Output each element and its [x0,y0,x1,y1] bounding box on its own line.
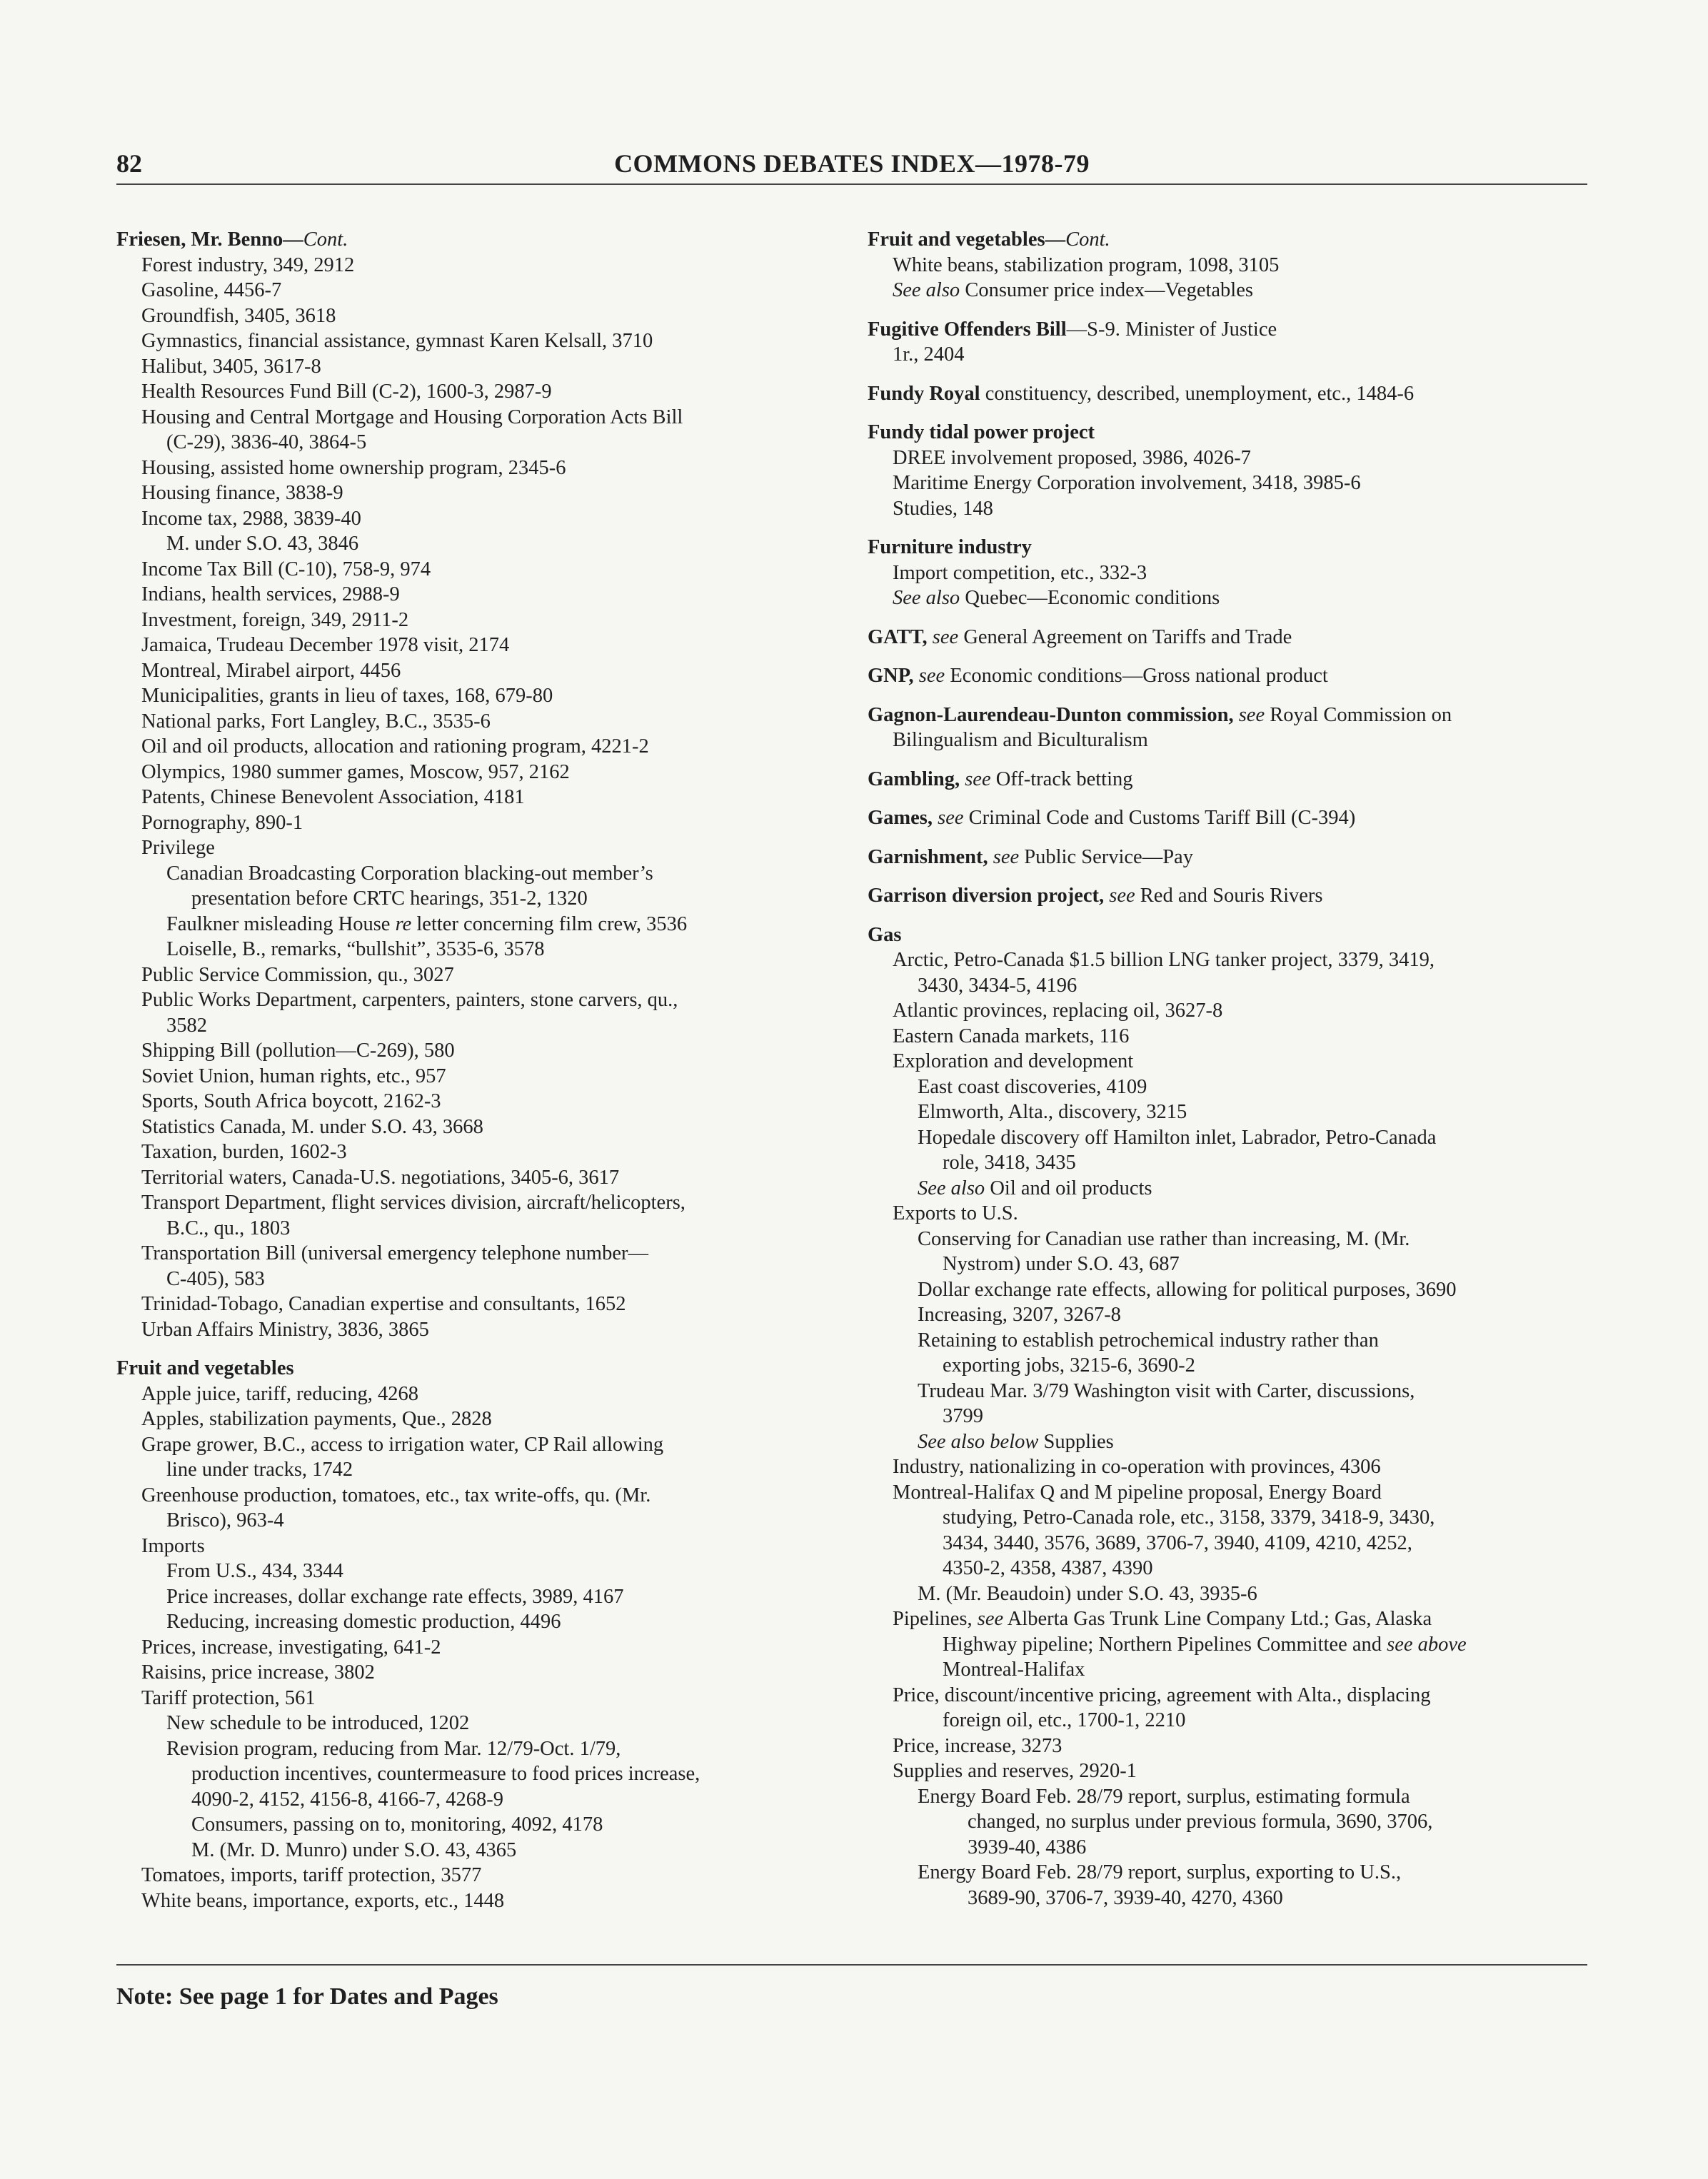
index-text: General Agreement on Tariffs and Trade [958,625,1292,648]
index-subentry [116,1432,830,1458]
index-subentry [116,1165,830,1191]
index-subentry [116,506,830,532]
index-subentry [868,1733,1587,1759]
index-text: Revision program, reducing from Mar. 12/79-Oct. 1/79, [166,1737,621,1760]
index-text: M. (Mr. D. Munro) under S.O. 43, 4365 [191,1838,517,1861]
index-subentry [868,496,1587,522]
index-text: Gagnon-Laurendeau-Dunton commission, [868,703,1234,726]
index-subentry [116,1736,830,1762]
index-text: 3434, 3440, 3576, 3689, 3706-7, 3940, 4109, 4210, 4252, [943,1531,1412,1554]
index-text: B.C., qu., 1803 [166,1217,291,1239]
index-text: Urban Affairs Ministry, 3836, 3865 [141,1318,429,1341]
index-column-left [116,227,830,1913]
index-text: Montreal-Halifax Q and M pipeline proposal, Energy Board [893,1481,1382,1504]
index-text: Fundy Royal [868,382,980,405]
index-heading [868,317,1587,343]
index-text: Tomatoes, imports, tariff protection, 3577 [141,1864,482,1886]
index-subentry [116,582,830,608]
index-text: Eastern Canada markets, 116 [893,1025,1130,1047]
index-text: Retaining to establish petrochemical industry rather than [918,1329,1379,1352]
index-subentry [868,342,1587,368]
index-text: Forest industry, 349, 2912 [141,253,355,276]
index-text: Gymnastics, financial assistance, gymnast Karen Kelsall, 3710 [141,330,653,352]
index-text: Atlantic provinces, replacing oil, 3627-8 [893,1000,1223,1022]
index-text: Territorial waters, Canada-U.S. negotiations, 3405-6, 3617 [141,1166,620,1189]
index-text: Statistics Canada, M. under S.O. 43, 3668 [141,1115,483,1138]
index-text: Arctic, Petro-Canada $1.5 billion LNG tanker project, 3379, 3419, [893,949,1435,971]
index-subentry [116,835,830,861]
index-subentry [868,1454,1587,1480]
index-subentry [868,1075,1587,1100]
index-text: presentation before CRTC hearings, 351-2, 1320 [191,887,588,910]
index-text: production incentives, countermeasure to food prices increase, [191,1763,700,1785]
index-heading [868,625,1587,650]
index-subentry [868,1252,1587,1277]
index-text: Municipalities, grants in lieu of taxes, 168, 679-80 [141,685,553,707]
index-subentry [116,1787,830,1813]
index-subentry [868,1758,1587,1784]
index-text: Cont. [1065,228,1110,251]
index-text: Privilege [141,837,215,859]
index-text: Olympics, 1980 summer games, Moscow, 957, 2162 [141,760,570,783]
index-text: see [927,625,959,648]
index-subentry [116,861,830,887]
index-subentry [116,1686,830,1711]
index-text: Bilingualism and Biculturalism [893,729,1148,751]
index-subentry [116,456,830,481]
index-text: M. under S.O. 43, 3846 [166,533,359,555]
index-subentry [868,1632,1587,1658]
footer-rule [116,1964,1587,1966]
index-subentry [868,1683,1587,1709]
index-subentry [868,1581,1587,1607]
index-subentry [116,480,830,506]
index-text: 4090-2, 4152, 4156-8, 4166-7, 4268-9 [191,1788,503,1811]
index-heading [868,535,1587,560]
index-subentry [868,446,1587,471]
index-text: Fruit and vegetables— [868,228,1066,251]
index-subentry [868,1606,1587,1632]
index-subentry [116,987,830,1013]
footer-note: Note: See page 1 for Dates and Pages [116,1983,498,2010]
index-text: Loiselle, B., remarks, “bullshit”, 3535-6, 3578 [166,938,545,960]
index-text: constituency, described, unemployment, etc., 1484-6 [980,382,1415,405]
index-text: Price, increase, 3273 [893,1734,1063,1757]
index-heading [868,805,1587,831]
index-text: foreign oil, etc., 1700-1, 2210 [943,1709,1186,1731]
index-subentry [116,278,830,303]
index-subentry [116,886,830,912]
index-subentry [116,734,830,760]
index-heading [868,381,1587,407]
index-subentry [116,531,830,557]
index-text: Energy Board Feb. 28/79 report, surplus, exporting to U.S., [918,1861,1402,1883]
index-subentry [116,1812,830,1838]
index-text: Canadian Broadcasting Corporation blacking-out member’s [166,862,653,885]
index-subentry [868,1657,1587,1683]
index-subentry [116,1761,830,1787]
index-text: Quebec—Economic conditions [960,587,1220,609]
index-text: see [1104,885,1135,907]
index-text: National parks, Fort Langley, B.C., 3535-6 [141,710,491,733]
page-title: COMMONS DEBATES INDEX—1978-79 [614,149,1090,178]
index-text: Montreal, Mirabel airport, 4456 [141,659,401,682]
index-text: Oil and oil products, allocation and rationing program, 4221-2 [141,735,649,758]
index-text: GATT, [868,625,928,648]
index-subentry [116,1241,830,1267]
index-subentry [116,1508,830,1534]
index-subentry [116,1635,830,1661]
index-text: M. (Mr. Beaudoin) under S.O. 43, 3935-6 [918,1582,1257,1605]
index-subentry [868,253,1587,278]
index-text: —S-9. Minister of Justice [1066,318,1277,341]
index-text: See also [918,1177,985,1199]
index-subentry [868,560,1587,586]
index-text: Soviet Union, human rights, etc., 957 [141,1065,446,1087]
index-subentry [116,709,830,735]
index-text: Grape grower, B.C., access to irrigation water, CP Rail allowing [141,1433,664,1456]
index-subentry [116,354,830,380]
index-text: White beans, stabilization program, 1098, 3105 [893,253,1280,276]
index-subentry [868,1353,1587,1379]
index-subentry [116,253,830,278]
index-text: 3939-40, 4386 [968,1836,1087,1858]
index-text: 3689-90, 3706-7, 3939-40, 4270, 4360 [968,1886,1283,1909]
index-heading [116,1356,830,1382]
index-text: 3430, 3434-5, 4196 [918,974,1077,997]
index-text: Shipping Bill (pollution—C-269), 580 [141,1040,455,1062]
index-text: Pipelines, [893,1608,978,1630]
index-text: See also [893,587,960,609]
header-rule [116,183,1587,185]
index-text: Transportation Bill (universal emergency telephone number— [141,1242,648,1264]
index-heading [868,227,1587,253]
index-subentry [116,557,830,583]
index-subentry [116,1292,830,1317]
index-text: changed, no surplus under previous formula, 3690, 3706, [968,1811,1433,1833]
index-text: Supplies [1038,1430,1114,1453]
index-text: 1r., 2404 [893,343,965,366]
index-text: Red and Souris Rivers [1135,885,1323,907]
index-subentry [868,1328,1587,1354]
index-text: Groundfish, 3405, 3618 [141,304,336,327]
index-text: Patents, Chinese Benevolent Association, 4181 [141,786,525,808]
index-subentry [116,1406,830,1432]
index-text: Pornography, 890-1 [141,811,303,834]
index-subentry [116,430,830,456]
index-subentry [116,1013,830,1039]
index-text: Trinidad-Tobago, Canadian expertise and consultants, 1652 [141,1293,626,1315]
index-text: see [913,665,945,687]
index-text: Consumers, passing on to, monitoring, 4092, 4178 [191,1813,603,1836]
index-text: line under tracks, 1742 [166,1459,353,1481]
index-subentry [868,1227,1587,1252]
index-text: Imports [141,1534,205,1557]
index-text: Income tax, 2988, 3839-40 [141,507,361,530]
index-subentry [868,1302,1587,1328]
index-text: Price, discount/incentive pricing, agreement with Alta., displacing [893,1684,1431,1706]
index-text: Industry, nationalizing in co-operation with provinces, 4306 [893,1456,1381,1478]
page-header [116,149,1587,184]
index-text: Health Resources Fund Bill (C-2), 1600-3, 2987-9 [141,381,552,403]
index-text: Gambling, [868,768,960,790]
index-text: Games, [868,807,933,829]
index-text: Tariff protection, 561 [141,1686,316,1709]
index-subentry [868,1480,1587,1506]
index-text: 3799 [943,1405,983,1427]
index-subentry [116,962,830,988]
index-heading [868,703,1587,728]
index-subentry [868,947,1587,973]
index-text: Hopedale discovery off Hamilton inlet, Labrador, Petro-Canada [918,1126,1437,1149]
index-text: Energy Board Feb. 28/79 report, surplus, estimating formula [918,1785,1410,1808]
index-subentry [868,1201,1587,1227]
index-text: Nystrom) under S.O. 43, 687 [943,1253,1180,1275]
index-subentry [868,1708,1587,1733]
index-subentry [116,379,830,405]
index-subentry [868,1429,1587,1455]
index-subentry [868,1379,1587,1404]
index-text: Furniture industry [868,536,1032,558]
index-subentry [116,785,830,810]
index-text: Housing finance, 3838-9 [141,482,343,504]
index-heading [868,922,1587,948]
index-subentry [116,1139,830,1165]
index-subentry [868,1505,1587,1531]
index-subentry [116,1888,830,1914]
index-subentry [116,912,830,937]
index-text: Off-track betting [990,768,1133,790]
index-subentry [868,1809,1587,1835]
index-heading [868,883,1587,909]
index-subentry [116,1317,830,1343]
index-subentry [868,585,1587,611]
index-heading [868,767,1587,792]
index-subentry [868,1860,1587,1886]
index-text: Income Tax Bill (C-10), 758-9, 974 [141,558,431,580]
index-text: (C-29), 3836-40, 3864-5 [166,431,367,453]
index-text: Sports, South Africa boycott, 2162-3 [141,1090,441,1112]
index-subentry [116,1584,830,1610]
page-number: 82 [116,149,142,178]
index-text: Faulkner misleading House [166,912,396,935]
index-text: DREE involvement proposed, 3986, 4026-7 [893,446,1251,469]
index-text: Transport Department, flight services division, aircraft/helicopters, [141,1192,685,1214]
index-text: Fugitive Offenders Bill [868,318,1067,341]
index-text: Halibut, 3405, 3617-8 [141,355,321,378]
index-text: Apples, stabilization payments, Que., 2828 [141,1408,492,1430]
index-text: See also below [918,1430,1039,1453]
index-heading [868,663,1587,689]
index-text: Montreal-Halifax [943,1659,1085,1681]
index-subentry [116,608,830,633]
index-subentry [116,405,830,431]
index-subentry [868,973,1587,999]
index-text: role, 3418, 3435 [943,1152,1076,1174]
index-text: Gas [868,923,902,946]
index-text: Dollar exchange rate effects, allowing for political purposes, 3690 [918,1278,1457,1301]
index-subentry [116,1483,830,1509]
index-subentry [116,658,830,684]
index-text: Public Works Department, carpenters, painters, stone carvers, qu., [141,989,678,1011]
index-text: Gasoline, 4456-7 [141,279,282,301]
index-text: Exploration and development [893,1050,1134,1072]
index-subentry [116,810,830,836]
index-text: Criminal Code and Customs Tariff Bill (C-394) [963,807,1356,829]
index-text: Fruit and vegetables [116,1357,294,1379]
index-subentry [116,1089,830,1114]
index-text: studying, Petro-Canada role, etc., 3158, 3379, 3418-9, 3430, [943,1506,1435,1529]
index-text: Highway pipeline; Northern Pipelines Committee and [943,1633,1387,1656]
index-subentry [116,1267,830,1292]
index-subentry [116,1457,830,1483]
index-text: see [933,807,964,829]
index-text: Increasing, 3207, 3267-8 [918,1304,1121,1326]
index-text: see [960,768,991,790]
index-subentry [868,1531,1587,1556]
index-text: re [395,912,412,935]
index-subentry [116,1216,830,1242]
index-text: 3582 [166,1014,207,1037]
index-text: Studies, 148 [893,497,993,520]
index-text: Jamaica, Trudeau December 1978 visit, 2174 [141,634,510,656]
index-heading [868,420,1587,446]
index-subentry [868,1024,1587,1050]
index-text: see [1233,703,1265,726]
index-text: White beans, importance, exports, etc., 1448 [141,1889,505,1912]
index-text: Alberta Gas Trunk Line Company Ltd.; Gas, Alaska [1003,1608,1432,1630]
index-subentry [868,1886,1587,1911]
index-subentry [116,1190,830,1216]
index-subentry [116,760,830,785]
index-text: Greenhouse production, tomatoes, etc., tax write-offs, qu. (Mr. [141,1484,651,1506]
index-text: Fundy tidal power project [868,421,1095,443]
index-text: see above [1387,1633,1467,1656]
index-heading [116,227,830,253]
index-text: Oil and oil products [985,1177,1152,1199]
index-subentry [116,937,830,962]
index-subentry [116,1114,830,1140]
index-text: GNP, [868,665,914,687]
index-subentry [868,1099,1587,1125]
index-text: Public Service—Pay [1019,845,1193,868]
index-subentry [116,1559,830,1584]
index-text: Garnishment, [868,845,988,868]
index-text: Garrison diversion project, [868,885,1105,907]
index-text: East coast discoveries, 4109 [918,1075,1147,1098]
index-subentry [116,1660,830,1686]
index-subentry [116,1863,830,1888]
index-subentry [868,1835,1587,1861]
index-text: Exports to U.S. [893,1202,1018,1224]
index-text: Supplies and reserves, 2920-1 [893,1760,1137,1782]
index-text: Apple juice, tariff, reducing, 4268 [141,1382,419,1405]
index-subentry [116,683,830,709]
index-subentry [116,1534,830,1559]
index-text: Public Service Commission, qu., 3027 [141,963,454,986]
index-text: Cont. [303,228,348,251]
index-subentry [868,728,1587,753]
index-text: Raisins, price increase, 3802 [141,1661,375,1684]
index-text: Taxation, burden, 1602-3 [141,1141,347,1163]
index-subentry [868,1404,1587,1429]
index-subentry [116,303,830,329]
index-subentry [116,328,830,354]
index-text: exporting jobs, 3215-6, 3690-2 [943,1354,1195,1377]
index-text: From U.S., 434, 3344 [166,1560,343,1582]
index-text: Price increases, dollar exchange rate effects, 3989, 4167 [166,1585,624,1608]
index-text: Import competition, etc., 332-3 [893,561,1147,584]
index-text: New schedule to be introduced, 1202 [166,1712,470,1734]
index-text: Elmworth, Alta., discovery, 3215 [918,1101,1187,1123]
index-text: Royal Commission on [1265,703,1452,726]
index-subentry [868,278,1587,303]
index-text: Conserving for Canadian use rather than increasing, M. (Mr. [918,1227,1410,1250]
index-text: Investment, foreign, 349, 2911-2 [141,608,409,631]
index-text: Economic conditions—Gross national product [945,665,1328,687]
index-text: C-405), 583 [166,1267,265,1290]
index-subentry [116,1064,830,1090]
index-subentry [116,1838,830,1863]
index-text: Prices, increase, investigating, 641-2 [141,1636,441,1659]
index-subentry [116,1711,830,1736]
index-subentry [116,633,830,658]
index-heading [868,845,1587,870]
index-text: Consumer price index—Vegetables [960,279,1253,301]
index-subentry [868,1150,1587,1176]
index-subentry [868,1556,1587,1581]
index-text: Brisco), 963-4 [166,1509,284,1531]
index-subentry [868,1049,1587,1075]
index-text: Reducing, increasing domestic production, 4496 [166,1611,561,1633]
index-subentry [868,1277,1587,1303]
index-text: Housing, assisted home ownership program, 2345-6 [141,456,566,479]
index-subentry [868,1784,1587,1810]
index-text: Housing and Central Mortgage and Housing Corporation Acts Bill [141,406,683,428]
index-text: 4350-2, 4358, 4387, 4390 [943,1557,1153,1579]
index-subentry [116,1382,830,1407]
index-text: Trudeau Mar. 3/79 Washington visit with Carter, discussions, [918,1379,1415,1402]
index-text: see [988,845,1020,868]
index-text: Friesen, Mr. Benno— [116,228,303,251]
index-text: Indians, health services, 2988-9 [141,583,400,605]
index-text: Maritime Energy Corporation involvement, 3418, 3985-6 [893,472,1361,494]
index-text: see [977,1608,1004,1630]
index-subentry [868,470,1587,496]
index-subentry [868,1125,1587,1151]
index-column-right [868,227,1587,1911]
index-subentry [116,1038,830,1064]
index-subentry [116,1609,830,1635]
index-subentry [868,1176,1587,1202]
index-text: See also [893,279,960,301]
index-text: letter concerning film crew, 3536 [411,912,688,935]
index-subentry [868,998,1587,1024]
